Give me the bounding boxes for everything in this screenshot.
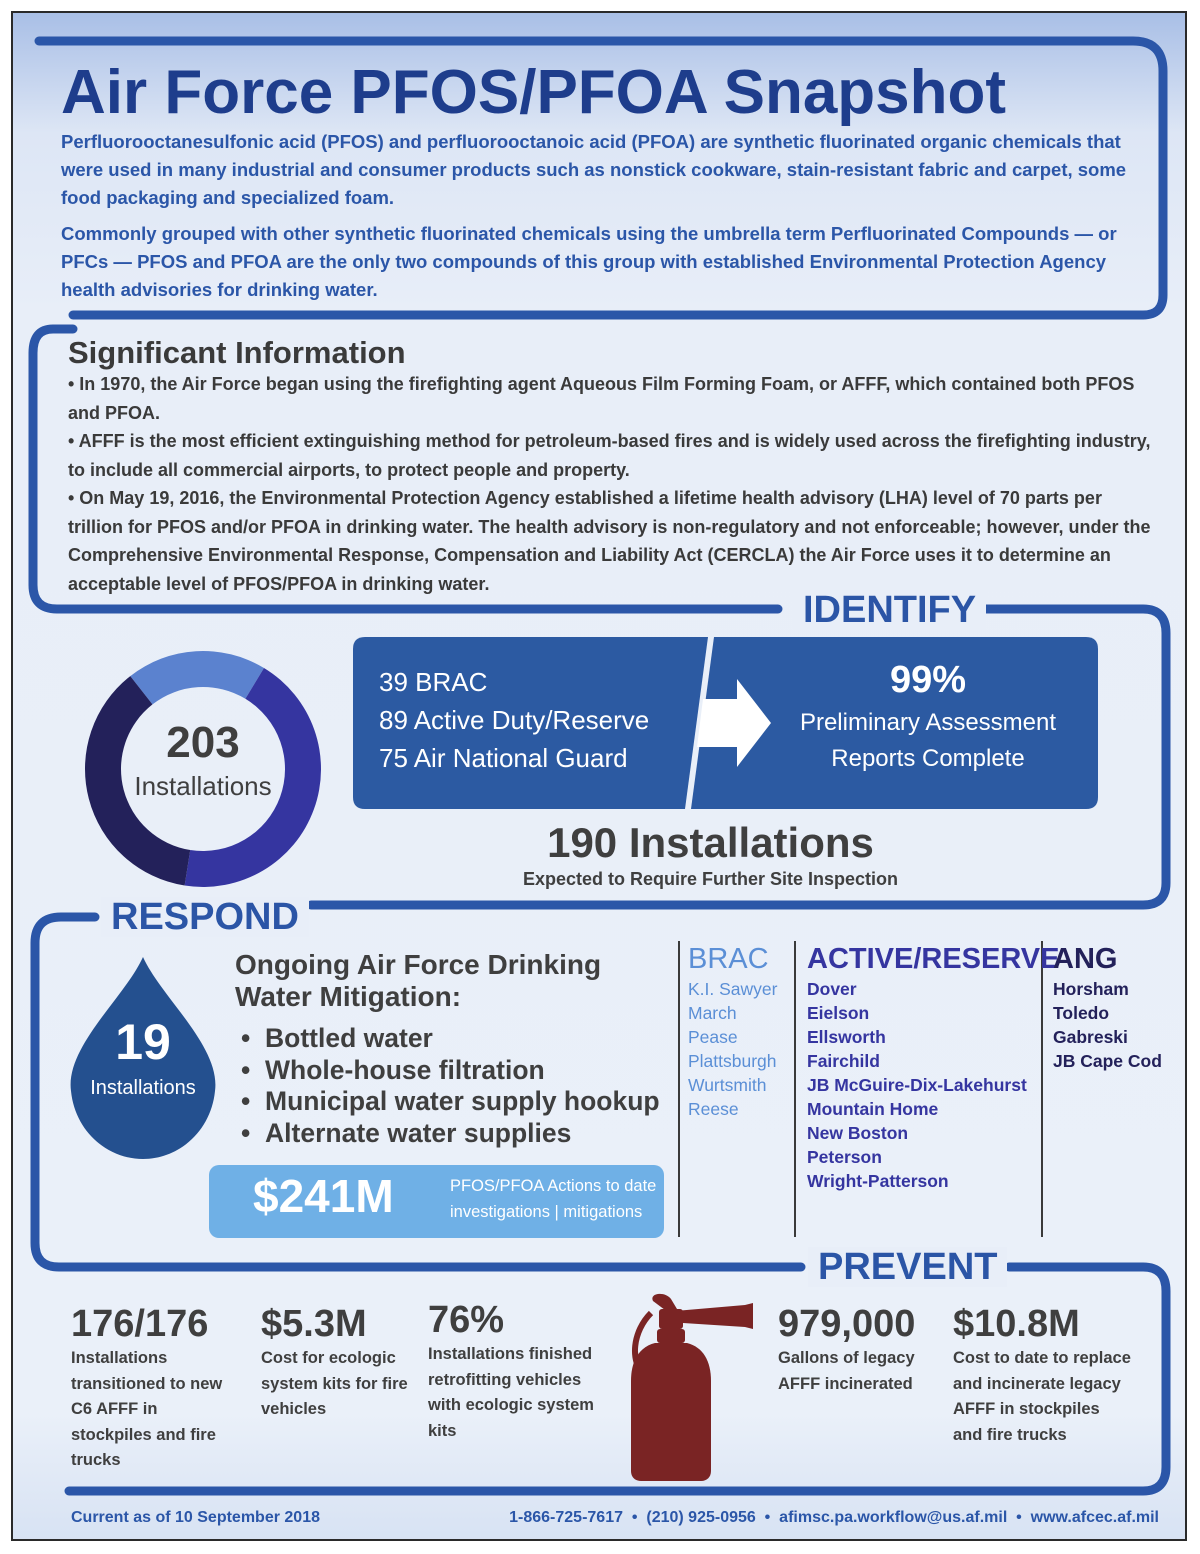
installation-breakdown: [379, 663, 649, 777]
list-item: New Boston: [807, 1123, 909, 1143]
fire-extinguisher-icon: [625, 1291, 775, 1481]
mitigation-item: • Municipal water supply hookup: [241, 1086, 660, 1116]
list-item: March: [688, 1003, 737, 1023]
prevent-stat: [261, 1303, 411, 1423]
significant-bullet: • In 1970, the Air Force began using the firefighting agent Aqueous Film Forming Foam, or AFFF, which contained both PFOS and PFOA.: [68, 374, 1135, 423]
stat-value: $10.8M: [953, 1303, 1080, 1345]
list-item: Wright-Patterson: [807, 1171, 949, 1191]
stat-description: Gallons of legacy AFFF incinerated: [778, 1349, 915, 1393]
active-reserve-list: [807, 941, 1059, 1193]
list-item: Toledo: [1053, 1003, 1110, 1023]
list-item: JB McGuire-Dix-Lakehurst: [807, 1075, 1027, 1095]
mitigation-heading-line1: Ongoing Air Force Drinking: [235, 949, 602, 980]
list-item: Reese: [688, 1099, 739, 1119]
stat-description: Installations transitioned to new C6 AFFF in stockpiles and fire trucks: [71, 1349, 223, 1469]
site-inspection-count: 190 Installations: [547, 819, 874, 866]
assessment-percent: 99%: [889, 659, 967, 701]
list-item: Plattsburgh: [688, 1051, 777, 1071]
breakdown-active: 89 Active Duty/Reserve: [379, 705, 650, 735]
stat-value: 979,000: [778, 1303, 916, 1345]
mitigation-item: • Alternate water supplies: [241, 1117, 572, 1148]
assessment-label-line1: Preliminary Assessment: [799, 709, 1057, 736]
donut-segment-0: [130, 651, 264, 704]
intro-paragraph-2: Commonly grouped with other synthetic fluorinated chemicals using the umbrella term Perfluorinated Compounds — or PFCs — PFOS and PFOA are the only two compounds of this group with established Environmental Protection Agency health advisories for drinking water.: [61, 223, 1117, 300]
significant-bullet: • On May 19, 2016, the Environmental Protection Agency established a lifetime health advisory (LHA) level of 70 parts per trillion for PFOS and/or PFOA in drinking water. The health advisory is non-regulatory and not enforceable; however, under the Comprehensive Environmental Response, Compensation and Liability Act (CERCLA) the Air Force uses it to determine an acceptable level of PFOS/PFOA in drinking water.: [68, 488, 1151, 594]
mitigation-list: [241, 1023, 660, 1149]
brac-list: [688, 941, 777, 1121]
ang-title: ANG: [1053, 943, 1118, 975]
list-item: Dover: [807, 979, 857, 999]
ang-list: [1053, 941, 1162, 1073]
drop-number: 19: [115, 1014, 171, 1070]
list-item: Horsham: [1053, 979, 1129, 999]
donut-label: Installations: [134, 771, 272, 801]
donut-segments: [85, 651, 321, 887]
assessment-label: [773, 705, 1083, 777]
cost-label-line2: investigations | mitigations: [450, 1203, 643, 1221]
prevent-stat: [778, 1303, 938, 1397]
mitigation-item: • Bottled water: [241, 1023, 433, 1053]
stat-description: Installations finished retrofitting vehicles with ecologic system kits: [428, 1345, 594, 1440]
list-item: JB Cape Cod: [1053, 1051, 1162, 1071]
list-item: Eielson: [807, 1003, 870, 1023]
donut-number: 203: [166, 718, 240, 767]
installations-donut-chart: [83, 649, 323, 889]
list-item: Mountain Home: [807, 1099, 939, 1119]
column-divider: [794, 941, 796, 1237]
page-title: Air Force PFOS/PFOA Snapshot: [61, 58, 1007, 127]
list-item: Pease: [688, 1027, 738, 1047]
cost-label-line1: PFOS/PFOA Actions to date: [450, 1177, 657, 1195]
assessment-label-line2: Reports Complete: [831, 745, 1025, 772]
prevent-stat: [953, 1303, 1133, 1448]
prevent-stat: [428, 1299, 598, 1444]
mitigation-item: • Whole-house filtration: [241, 1054, 545, 1085]
cost-label: [450, 1173, 656, 1225]
list-item: Wurtsmith: [688, 1075, 767, 1095]
list-item: Peterson: [807, 1147, 882, 1167]
significant-bullet: • AFFF is the most efficient extinguishing method for petroleum-based fires and is widely used across the firefighting industry, to include all commercial airports, to protect people and property.: [68, 431, 1151, 480]
stat-value: $5.3M: [261, 1303, 367, 1345]
stat-description: Cost for ecologic system kits for fire vehicles: [261, 1349, 408, 1418]
footer-contact: 1-866-725-7617 • (210) 925-0956 • afimsc.pa.workflow@us.af.mil • www.afcec.af.mil: [509, 1509, 1159, 1526]
prevent-section-label: PREVENT: [808, 1247, 1007, 1287]
mitigation-heading-line2: Water Mitigation:: [235, 981, 462, 1012]
significant-body: [68, 370, 1158, 598]
stat-value: 76%: [428, 1299, 505, 1341]
list-item: Ellsworth: [807, 1027, 886, 1047]
infographic-page: [11, 11, 1187, 1541]
stat-value: 176/176: [71, 1303, 209, 1345]
list-item: K.I. Sawyer: [688, 979, 778, 999]
list-item: Fairchild: [807, 1051, 880, 1071]
column-divider: [678, 941, 680, 1237]
mitigation-heading: [235, 949, 601, 1013]
intro-paragraph-1: Perfluorooctanesulfonic acid (PFOS) and perfluorooctanoic acid (PFOA) are synthetic fluorinated organic chemicals that were used in many industrial and consumer products such as nonstick cookware, stain-resistant fabric and carpet, some food packaging and specialized foam.: [61, 131, 1127, 208]
respond-section-label: RESPOND: [101, 897, 309, 937]
identify-section-label: IDENTIFY: [793, 590, 986, 630]
cost-value: $241M: [253, 1170, 394, 1222]
site-inspection-label: Expected to Require Further Site Inspection: [522, 869, 899, 889]
footer-date: Current as of 10 September 2018: [71, 1509, 320, 1526]
brac-title: BRAC: [688, 943, 769, 975]
list-item: Gabreski: [1053, 1027, 1128, 1047]
significant-heading: Significant Information: [68, 335, 406, 370]
breakdown-brac: 39 BRAC: [379, 667, 488, 697]
breakdown-ang: 75 Air National Guard: [379, 743, 628, 773]
drop-label: Installations: [90, 1077, 196, 1099]
stat-description: Cost to date to replace and incinerate legacy AFFF in stockpiles and fire trucks: [953, 1349, 1131, 1444]
prevent-stat: [71, 1303, 241, 1474]
active-reserve-title: ACTIVE/RESERVE: [807, 943, 1060, 975]
